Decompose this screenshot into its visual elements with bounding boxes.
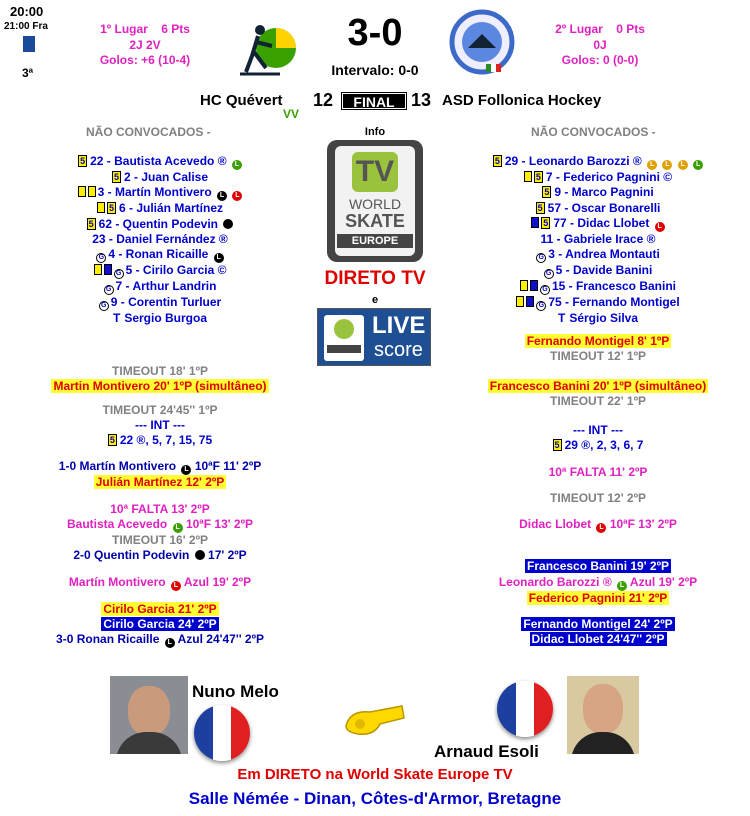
- away-team-number: 13: [411, 90, 432, 110]
- left-stick-icon: L: [596, 523, 606, 533]
- away-player-row: [448, 232, 748, 247]
- away-card-6: Didac Llobet 24'47'' 2ºP: [531, 632, 665, 647]
- ball-icon: [195, 550, 205, 560]
- home-card-1: Martin Montivero 20' 1ºP (simultâneo): [53, 379, 267, 394]
- venue: Salle Némée - Dinan, Côtes-d'Armor, Bretagne: [188, 789, 562, 808]
- away-player-row: [448, 279, 748, 295]
- left-stick-icon: L: [647, 160, 657, 170]
- goalkeeper-icon: G: [99, 301, 109, 311]
- player-name: 23 - Daniel Fernández ®: [92, 231, 228, 246]
- goalkeeper-icon: G: [96, 253, 106, 263]
- five-icon: 5: [109, 435, 115, 446]
- away-card-2: Francesco Banini 20' 1ºP (simultâneo): [489, 378, 707, 393]
- goalkeeper-icon: G: [536, 253, 546, 263]
- tv-badge: TV: [352, 152, 398, 192]
- five-icon: 5: [544, 187, 550, 198]
- blue-card-icon: [530, 280, 538, 291]
- five-icon: 5: [108, 203, 114, 214]
- five-icon: 5: [554, 440, 560, 451]
- live-text: LIVE: [372, 312, 426, 339]
- player-name: 7 - Federico Pagnini ©: [545, 170, 673, 184]
- away-timeout-1: TIMEOUT 12' 1ºP: [550, 349, 646, 364]
- away-int-line: 29 ®, 2, 3, 6, 7: [564, 438, 644, 453]
- tv-logo-europe: EUROPE: [337, 234, 413, 248]
- yellow-card-icon: [94, 264, 102, 275]
- home-goal-1: 1-0 Martín Montivero: [58, 459, 177, 474]
- ball-icon: [223, 219, 233, 229]
- five-icon: 5: [80, 156, 86, 166]
- goalkeeper-icon: G: [540, 285, 550, 295]
- home-player-row: [20, 263, 300, 279]
- left-stick-icon: L: [165, 638, 175, 648]
- round-label: 3ª: [22, 66, 34, 80]
- away-card-1: Fernando Montigel 8' 1ºP: [526, 334, 670, 348]
- away-team-logo: [448, 8, 516, 76]
- left-stick-icon: L: [232, 160, 242, 170]
- local-time: 21:00 Fra: [4, 21, 48, 32]
- player-name: 9 - Marco Pagnini: [554, 185, 654, 200]
- home-player-row: [20, 154, 300, 170]
- competition-icon: [22, 35, 36, 53]
- yellow-card-icon: [88, 186, 96, 197]
- away-player-row: [448, 154, 748, 170]
- yellow-card-icon: [516, 296, 524, 307]
- home-player-row: [20, 279, 300, 295]
- home-int-line: 22 ®, 5, 7, 15, 75: [119, 433, 213, 448]
- away-player-row: [448, 185, 748, 200]
- player-name: 77 - Didac Llobet: [553, 215, 650, 230]
- away-timeout-2: TIMEOUT 22' 1ºP: [550, 393, 646, 408]
- referee-1-name: Nuno Melo: [192, 682, 279, 701]
- five-icon: 5: [494, 156, 500, 166]
- away-player-row: [448, 247, 748, 263]
- left-stick-icon: L: [171, 581, 181, 591]
- away-player-row: [448, 201, 748, 216]
- goalkeeper-icon: G: [114, 269, 124, 279]
- home-timeout-1: TIMEOUT 18' 1ºP: [112, 364, 208, 378]
- player-name: 4 - Ronan Ricaille: [108, 247, 209, 262]
- blue-card-icon: [526, 296, 534, 307]
- yellow-card-icon: [524, 171, 532, 182]
- away-roster: [448, 154, 748, 326]
- score-text: score: [374, 339, 423, 361]
- direto-tv-link[interactable]: DIRETO TV: [324, 268, 426, 289]
- player-name: 62 - Quentin Podevin: [98, 216, 219, 231]
- home-team-logo: [232, 12, 302, 82]
- live-score-badge-icon: [324, 315, 364, 361]
- scoreboard: 3-0: [347, 12, 403, 54]
- home-player-row: [20, 170, 300, 185]
- home-player-row: [20, 247, 300, 263]
- home-foul-10: 10ª FALTA 13' 2ºP: [110, 501, 210, 516]
- home-timeout-3: TIMEOUT 16' 2ºP: [112, 533, 208, 548]
- live-score-logo[interactable]: [317, 308, 431, 366]
- five-icon: 5: [537, 202, 543, 213]
- left-stick-icon: L: [173, 523, 183, 533]
- interval-score: Intervalo: 0-0: [331, 62, 419, 78]
- tv-logo-skate: SKATE: [345, 211, 405, 231]
- broadcast-info: Em DIRETO na World Skate Europe TV: [237, 766, 513, 783]
- away-foul-10: 10ª FALTA 11' 2ºP: [548, 464, 648, 479]
- yellow-card-icon: [97, 202, 105, 213]
- away-player-row: [448, 216, 748, 232]
- player-name: 5 - Cirilo Garcia ©: [125, 263, 227, 278]
- yellow-card-icon: [520, 280, 528, 291]
- home-card-4: Cirilo Garcia 24' 2ºP: [103, 616, 217, 631]
- referee-2-france-flag-icon: [497, 681, 553, 737]
- whistle-icon: [340, 702, 410, 738]
- left-stick-icon: L: [181, 465, 191, 475]
- home-standing: 1º Lugar 6 Pts 2J 2V Golos: +6 (10-4): [99, 22, 191, 67]
- five-icon: 5: [543, 217, 549, 228]
- five-icon: 5: [113, 172, 119, 182]
- left-stick-icon: L: [217, 191, 227, 201]
- home-not-called: NÃO CONVOCADOS -: [86, 125, 211, 139]
- home-player-row: [20, 201, 300, 216]
- player-name: 15 - Francesco Banini: [551, 279, 677, 294]
- left-stick-icon: L: [693, 160, 703, 170]
- player-name: 3 - Martín Montivero: [97, 185, 212, 200]
- referee-2-photo: [567, 676, 639, 754]
- away-blue-2: Leonardo Barozzi ®: [498, 574, 612, 589]
- home-player-row: [20, 232, 300, 247]
- player-name: 9 - Corentin Turluer: [110, 295, 222, 310]
- away-events: Fernando Montigel 8' 1ºP TIMEOUT 12' 1ºP Francesco Banini 20' 1ºP (simultâneo) TIMEOUT 22' 1ºP --- INT --- 5 29 ®, 2, 3, 6, 7 10ª FALTA 11' 2ºP TIMEOUT 12' 2ºP Didac Llobet L 10ªF 13' 2ºP Francesco Banini 19' 2ºP Leonardo Barozzi ® L Azul 19' 2ºP Federico Pagnini 21' 2ºP Fernando Montigel 24' 2ºP Didac Llobet 24'47'' 2ºP: [448, 334, 748, 648]
- player-name: 75 - Fernando Montigel: [548, 295, 680, 310]
- blue-card-icon: [104, 264, 112, 275]
- player-name: 22 - Bautista Acevedo ®: [90, 154, 227, 168]
- home-form: VV: [283, 107, 300, 121]
- player-name: 2 - Juan Calise: [123, 170, 209, 184]
- referee-1-photo: [110, 676, 188, 754]
- referee-2-name: Arnaud Esoli: [434, 742, 539, 761]
- match-time: 20:00: [10, 4, 44, 19]
- player-name: 6 - Julián Martínez: [118, 201, 224, 216]
- away-player-row: [448, 311, 748, 326]
- away-blue-1: Didac Llobet: [519, 517, 592, 532]
- referee-1-france-flag-icon: [194, 705, 250, 761]
- left-stick-icon: L: [617, 581, 627, 591]
- player-name: 5 - Davide Banini: [555, 263, 653, 278]
- away-player-row: [448, 263, 748, 279]
- home-player-row: [20, 185, 300, 201]
- away-player-row: [448, 170, 748, 185]
- left-stick-icon: L: [214, 253, 224, 263]
- home-blue-2: Martín Montivero: [68, 574, 166, 589]
- home-player-row: [20, 217, 300, 232]
- player-name: 11 - Gabriele Irace ®: [540, 231, 656, 246]
- home-player-row: [20, 295, 300, 311]
- away-player-row: [448, 295, 748, 311]
- home-card-2: Julián Martínez 12' 2ºP: [95, 475, 225, 490]
- player-name: Sergio Burgoa: [124, 311, 208, 326]
- world-skate-tv-logo[interactable]: [327, 140, 423, 262]
- home-timeout-2: TIMEOUT 24'45'' 1ºP: [102, 402, 218, 417]
- left-stick-icon: L: [655, 222, 665, 232]
- home-team-number: 12: [313, 90, 334, 110]
- home-player-row: [20, 311, 300, 326]
- goalkeeper-icon: G: [104, 285, 114, 295]
- goalkeeper-icon: G: [544, 269, 554, 279]
- left-stick-icon: L: [232, 191, 242, 201]
- away-not-called: NÃO CONVOCADOS -: [531, 125, 656, 139]
- home-goal-3: 3-0 Ronan Ricaille: [56, 632, 160, 647]
- five-icon: 5: [88, 218, 94, 229]
- yellow-card-icon: [78, 186, 86, 197]
- tv-logo-world: WORLD: [348, 196, 402, 212]
- player-name: 3 - Andrea Montauti: [548, 247, 660, 262]
- player-name: 57 - Oscar Bonarelli: [547, 200, 661, 215]
- home-blue-1: Bautista Acevedo: [66, 517, 168, 532]
- coach-icon: T: [112, 311, 121, 326]
- away-team-name: ASD Follonica Hockey: [442, 92, 602, 109]
- five-icon: 5: [535, 172, 541, 182]
- home-roster: [20, 154, 300, 326]
- home-card-3: Cirilo Garcia 21' 2ºP: [103, 601, 217, 616]
- coach-icon: T: [557, 311, 566, 326]
- home-int: --- INT ---: [135, 417, 185, 432]
- away-int: --- INT ---: [573, 423, 623, 438]
- player-name: 29 - Leonardo Barozzi ®: [504, 154, 642, 168]
- match-status: FINAL: [341, 92, 407, 110]
- left-stick-icon: L: [678, 160, 688, 170]
- home-events: TIMEOUT 18' 1ºP Martin Montivero 20' 1ºP (simultâneo) TIMEOUT 24'45'' 1ºP --- INT --- 5 22 ®, 5, 7, 15, 75 1-0 Martín Montivero L 10ªF 11' 2ºP Julián Martínez 12' 2ºP 10ª FALTA 13' 2ºP Bautista Acevedo L 10ªF 13' 2ºP TIMEOUT 16' 2ºP 2-0 Quentin Podevin 17' 2ºP Martín Montivero L Azul 19' 2ºP Cirilo Garcia 21' 2ºP Cirilo Garcia 24' 2ºP 3-0 Ronan Ricaille L Azul 24'47'' 2ºP: [20, 364, 300, 648]
- away-card-4: Federico Pagnini 21' 2ºP: [528, 590, 668, 605]
- and-label: e: [371, 294, 379, 306]
- away-standing: 2º Lugar 0 Pts 0J Golos: 0 (0-0): [555, 22, 645, 67]
- left-stick-icon: L: [662, 160, 672, 170]
- home-team-name: HC Quévert: [200, 92, 283, 109]
- blue-card-icon: [531, 217, 539, 228]
- home-goal-2: 2-0 Quentin Podevin: [73, 548, 190, 563]
- away-timeout-3: TIMEOUT 12' 2ºP: [550, 491, 646, 506]
- info-label: Info: [364, 126, 386, 138]
- player-name: Sérgio Silva: [569, 311, 639, 326]
- away-card-3: Francesco Banini 19' 2ºP: [527, 559, 669, 574]
- away-card-5: Fernando Montigel 24' 2ºP: [523, 616, 673, 631]
- goalkeeper-icon: G: [536, 301, 546, 311]
- player-name: 7 - Arthur Landrin: [115, 279, 217, 294]
